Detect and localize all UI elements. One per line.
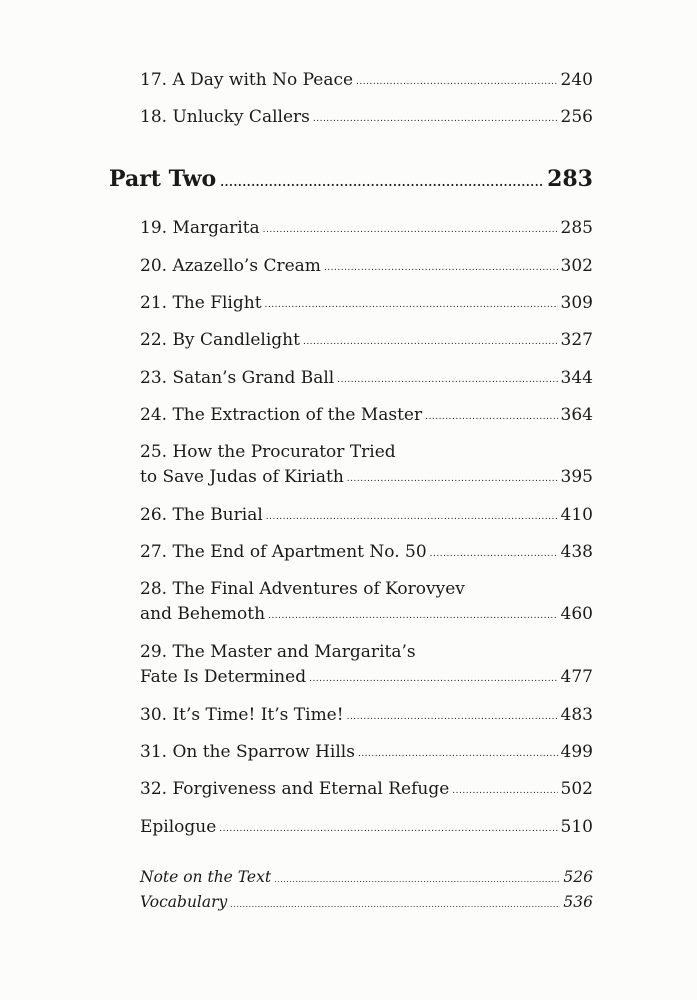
- toc-entry-page: 410: [560, 505, 593, 525]
- toc-entry-page: 438: [560, 542, 593, 562]
- toc-entry[interactable]: [140, 640, 593, 690]
- dot-leader: [324, 263, 558, 273]
- toc-entry-page: 364: [560, 405, 593, 425]
- toc-entry-title: 23. Satan’s Grand Ball: [140, 368, 335, 388]
- toc-entry-title: 26. The Burial: [140, 505, 263, 525]
- toc-entry-title-line1: 29. The Master and Margarita’s: [140, 642, 416, 662]
- toc-entry-title: 30. It’s Time! It’s Time!: [140, 705, 344, 725]
- toc-entry-title: 27. The End of Apartment No. 50: [140, 542, 427, 562]
- dot-leader: [219, 824, 557, 834]
- toc-entry[interactable]: [140, 815, 593, 840]
- toc-entry-title: 21. The Flight: [140, 293, 262, 313]
- toc-entry-page: 510: [560, 817, 593, 837]
- toc-entry-page: 302: [560, 256, 593, 276]
- toc-entry-title-line1: 28. The Final Adventures of Korovyev: [140, 579, 465, 599]
- toc-entry-page: 477: [560, 667, 593, 687]
- dot-leader: [430, 549, 558, 559]
- dot-leader: [274, 875, 560, 885]
- dot-leader: [263, 225, 558, 235]
- dot-leader: [266, 512, 558, 522]
- toc-entry[interactable]: [140, 328, 593, 353]
- dot-leader: [347, 474, 558, 484]
- toc-entry-title: Note on the Text: [140, 868, 272, 886]
- toc-entry-title: 18. Unlucky Callers: [140, 107, 310, 127]
- dot-leader: [425, 412, 557, 422]
- toc-entry-page: 460: [560, 604, 593, 624]
- toc-entry-page: 395: [560, 467, 593, 487]
- toc-entry[interactable]: [140, 740, 593, 765]
- toc-entry-title: 31. On the Sparrow Hills: [140, 742, 355, 762]
- toc-entry-page: 256: [560, 107, 593, 127]
- dot-leader: [303, 337, 558, 347]
- dot-leader: [347, 712, 558, 722]
- toc-entry[interactable]: [140, 216, 593, 241]
- toc-entry-title: Epilogue: [140, 817, 217, 837]
- toc-entry-title: to Save Judas of Kiriath: [140, 467, 344, 487]
- toc-entry-title: 20. Azazello’s Cream: [140, 256, 321, 276]
- dot-leader: [265, 300, 558, 310]
- toc-entry[interactable]: [140, 703, 593, 728]
- dot-leader: [356, 77, 558, 87]
- toc-entry-title: 22. By Candlelight: [140, 330, 300, 350]
- toc-entry-title: Vocabulary: [140, 893, 228, 911]
- toc-entry-page: 240: [560, 70, 593, 90]
- toc-entry[interactable]: [140, 440, 593, 490]
- toc-entry[interactable]: [140, 540, 593, 565]
- toc-entry-title: and Behemoth: [140, 604, 266, 624]
- toc-backmatter-entry[interactable]: [140, 865, 593, 889]
- dot-leader: [358, 749, 558, 759]
- toc-entry[interactable]: [140, 254, 593, 279]
- toc-entry[interactable]: [140, 403, 593, 428]
- dot-leader: [452, 786, 557, 796]
- toc-entry-page: 536: [563, 893, 593, 911]
- toc-entry-page: 344: [560, 368, 593, 388]
- part-heading[interactable]: [109, 164, 593, 194]
- toc-entry[interactable]: [140, 366, 593, 391]
- toc-entry-title: Fate Is Determined: [140, 667, 307, 687]
- toc-entry-page: 327: [560, 330, 593, 350]
- toc-entry-page: 526: [563, 868, 593, 886]
- toc-entry[interactable]: [140, 577, 593, 627]
- toc-entry[interactable]: [140, 68, 593, 93]
- dot-leader: [313, 114, 558, 124]
- part-page: 283: [547, 166, 593, 192]
- part-title: Part Two: [109, 166, 217, 192]
- toc-entry[interactable]: [140, 105, 593, 130]
- toc-entry-title: 17. A Day with No Peace: [140, 70, 354, 90]
- toc-entry[interactable]: [140, 291, 593, 316]
- toc-entry[interactable]: [140, 777, 593, 802]
- toc-entry-title: 32. Forgiveness and Eternal Refuge: [140, 779, 450, 799]
- toc-entry[interactable]: [140, 503, 593, 528]
- dot-leader: [309, 674, 557, 684]
- toc-entry-title: 24. The Extraction of the Master: [140, 405, 423, 425]
- toc-entry-page: 499: [560, 742, 593, 762]
- toc-backmatter-entry[interactable]: [140, 890, 593, 914]
- dot-leader: [230, 900, 560, 910]
- toc-entry-page: 483: [560, 705, 593, 725]
- toc-entry-page: 502: [560, 779, 593, 799]
- dot-leader: [337, 375, 557, 385]
- toc-entry-title: 19. Margarita: [140, 218, 260, 238]
- toc-entry-page: 285: [560, 218, 593, 238]
- dot-leader: [220, 177, 543, 189]
- toc-entry-page: 309: [560, 293, 593, 313]
- toc-entry-title-line1: 25. How the Procurator Tried: [140, 442, 396, 462]
- dot-leader: [268, 611, 557, 621]
